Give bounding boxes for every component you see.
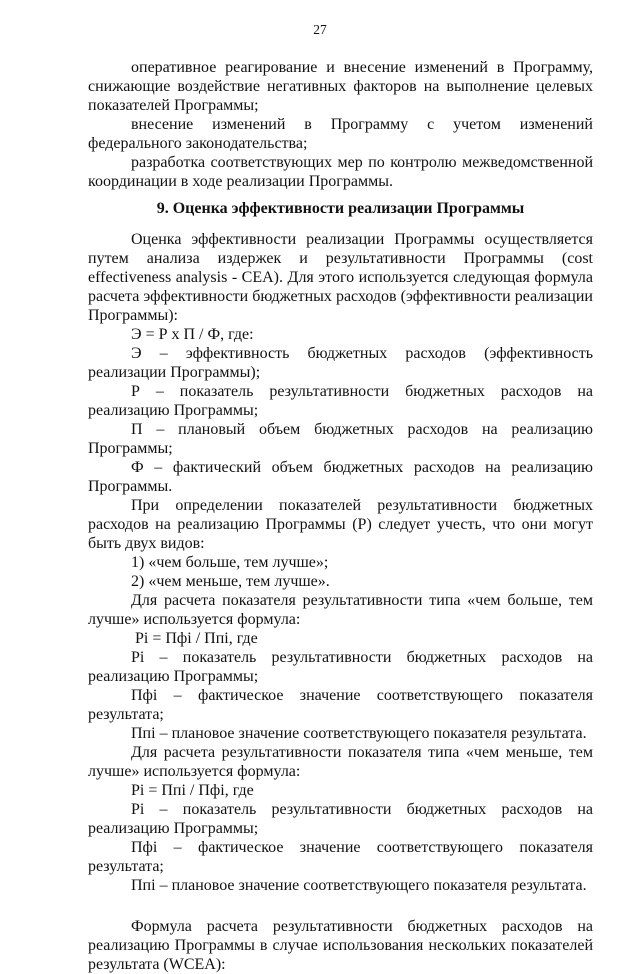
list-item: 2) «чем меньше, тем лучше».	[131, 573, 330, 590]
paragraph: внесение изменений в Программу с учетом изменений федерального законодательства;	[88, 116, 593, 152]
list-item: 1) «чем больше, тем лучше»;	[131, 554, 329, 571]
paragraph: При определении показателей результативности бюджетных расходов на реализацию Программы (Р) следует учесть, что они могут быть двух видов:	[88, 497, 593, 552]
paragraph: оперативное реагирование и внесение изменений в Программу, снижающие воздействие негативных факторов на выполнение целевых показателей Программы;	[88, 59, 593, 114]
definition: Pi – показатель результативности бюджетных расходов на реализацию Программы;	[88, 801, 593, 837]
definition: Ппi – плановое значение соответствующего показателя результата.	[131, 877, 587, 894]
definition: Э – эффективность бюджетных расходов (эффективность реализации Программы);	[88, 345, 593, 381]
formula: Pi = Пфi / Ппi, где	[135, 630, 258, 647]
definition: Ппi – плановое значение соответствующего показателя результата.	[131, 725, 587, 742]
paragraph: Формула расчета результативности бюджетных расходов на реализацию Программы в случае использования нескольких показателей результата (WCEA):	[88, 918, 593, 973]
paragraph: Оценка эффективности реализации Программы осуществляется путем анализа издержек и результативности Программы (cost effectiveness analysis - CEA). Для этого используется следующая формула расчета эффективности бюджетных расходов (эффективности реализации Программы):	[88, 231, 593, 324]
definition: Pi – показатель результативности бюджетных расходов на реализацию Программы;	[88, 649, 593, 685]
paragraph: Для расчета показателя результативности типа «чем больше, тем лучше» используется формула:	[88, 592, 593, 628]
definition: Пфi – фактическое значение соответствующего показателя результата;	[88, 687, 593, 723]
definition: Пфi – фактическое значение соответствующего показателя результата;	[88, 839, 593, 875]
definition: Ф – фактический объем бюджетных расходов на реализацию Программы.	[88, 459, 593, 495]
paragraph: Для расчета результативности показателя типа «чем меньше, тем лучше» используется формула:	[88, 744, 593, 780]
definition: П – плановый объем бюджетных расходов на реализацию Программы;	[88, 421, 593, 457]
section-heading: 9. Оценка эффективности реализации Программы	[156, 200, 525, 217]
definition: Р – показатель результативности бюджетных расходов на реализацию Программы;	[88, 383, 593, 419]
page-number: 27	[313, 22, 327, 37]
formula: Pi = Ппi / Пфi, где	[131, 782, 254, 799]
formula: Э = Р х П / Ф, где:	[131, 326, 254, 343]
paragraph: разработка соответствующих мер по контролю межведомственной координации в ходе реализации Программы.	[88, 154, 593, 190]
document-body	[88, 58, 593, 974]
